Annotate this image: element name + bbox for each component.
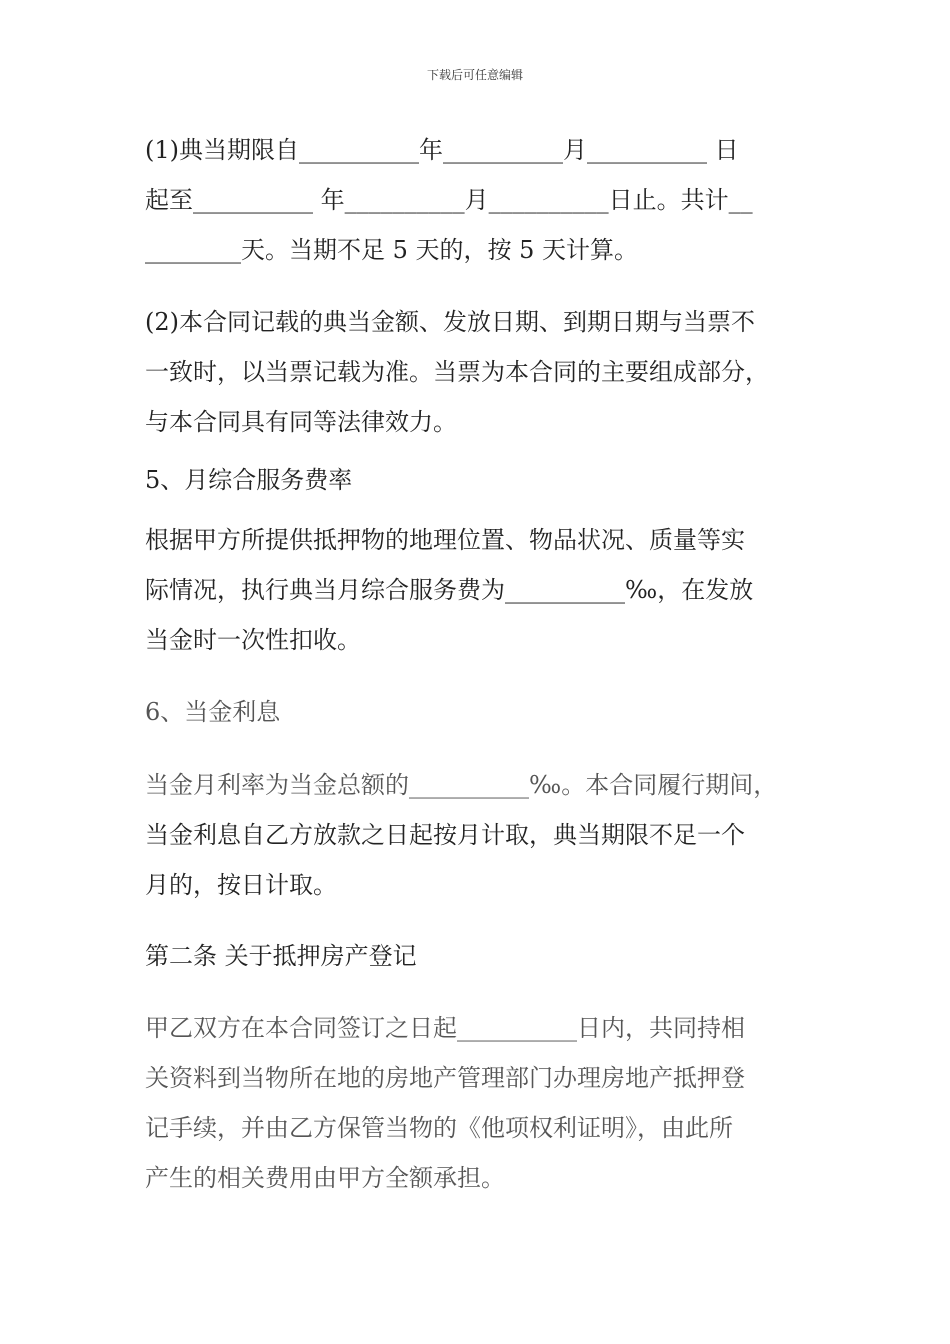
text-line: 根据甲方所提供抵押物的地理位置、物品状况、质量等实 xyxy=(145,526,745,554)
text-line: 甲乙双方在本合同签订之日起__________日内，共同持相 xyxy=(145,1014,745,1042)
text-line: 起至__________ 年__________月__________日止。共计__ xyxy=(145,186,753,214)
text-line: 一致时，以当票记载为准。当票为本合同的主要组成部分， xyxy=(145,358,769,386)
text-line: (2)本合同记载的典当金额、发放日期、到期日期与当票不 xyxy=(145,308,755,336)
text-line: 当金月利率为当金总额的__________‰。本合同履行期间， xyxy=(145,771,778,799)
text-line: 关资料到当物所在地的房地产管理部门办理房地产抵押登 xyxy=(145,1064,745,1092)
text-line: 月的，按日计取。 xyxy=(145,871,337,899)
text-line: 际情况，执行典当月综合服务费为__________‰，在发放 xyxy=(145,576,754,604)
text-line: ________天。当期不足 5 天的，按 5 天计算。 xyxy=(145,236,639,264)
text-line: 与本合同具有同等法律效力。 xyxy=(145,408,457,436)
page-header: 下载后可任意编辑 xyxy=(426,68,523,82)
section-heading: 第二条 关于抵押房产登记 xyxy=(145,942,417,970)
text-line: 产生的相关费用由甲方全额承担。 xyxy=(145,1164,505,1192)
text-line: 当金利息自乙方放款之日起按月计取，典当期限不足一个 xyxy=(145,821,745,849)
text-line: 记手续，并由乙方保管当物的《他项权利证明》，由此所 xyxy=(145,1114,733,1142)
section-heading: 5、月综合服务费率 xyxy=(145,466,353,494)
text-line: 当金时一次性扣收。 xyxy=(145,626,361,654)
section-heading: 6、当金利息 xyxy=(145,698,281,726)
text-line: (1)典当期限自__________年__________月__________ 日 xyxy=(145,136,739,164)
